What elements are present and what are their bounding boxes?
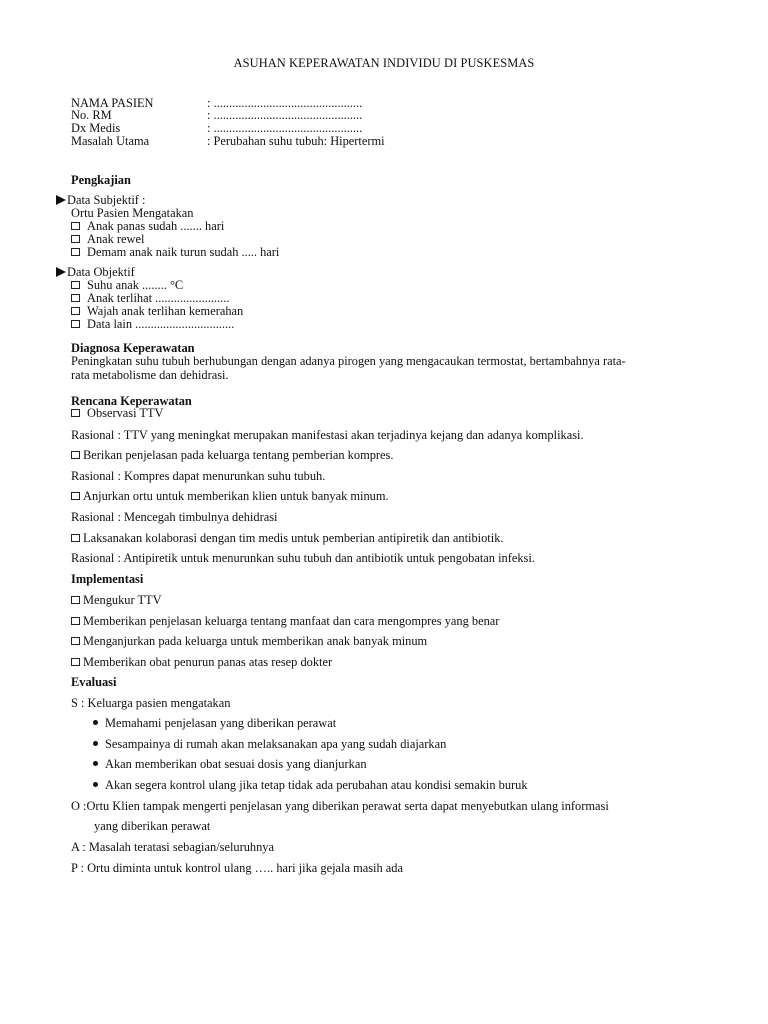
- evaluasi-s-item: [93, 717, 336, 730]
- diagnosa-line: Peningkatan suhu tubuh berhubungan dengan adanya pirogen yang mengacaukan termostat, bertambahnya rata-: [71, 354, 626, 368]
- subjektif-item-text: Demam anak naik turun sudah ..... hari: [87, 245, 280, 259]
- patient-value: : ................................................: [207, 96, 363, 110]
- rencana-rasional: Rasional : Mencegah timbulnya dehidrasi: [71, 510, 278, 524]
- objektif-item-text: Wajah anak terlihan kemerahan: [87, 304, 244, 318]
- subjektif-item: [71, 246, 279, 259]
- checkbox-icon: [71, 248, 80, 256]
- rencana-item-text: Laksanakan kolaborasi dengan tim medis untuk pemberian antipiretik dan antibiotik.: [83, 531, 504, 545]
- objektif-item: [71, 318, 234, 331]
- checkbox-icon: [71, 534, 80, 542]
- checkbox-icon: [71, 637, 80, 645]
- implementasi-heading: Implementasi: [71, 572, 144, 586]
- subjektif-item-text: Anak panas sudah ....... hari: [87, 219, 225, 233]
- checkbox-icon: [71, 320, 80, 328]
- rencana-rasional: Rasional : Kompres dapat menurunkan suhu tubuh.: [71, 469, 326, 483]
- objektif-item-text: Suhu anak ........ °C: [87, 278, 184, 292]
- patient-value: : Perubahan suhu tubuh: Hipertermi: [207, 134, 385, 148]
- objektif-item-text: Anak terlihat ........................: [87, 291, 230, 305]
- diagnosa-line: rata metabolisme dan dehidrasi.: [71, 368, 229, 382]
- rencana-item: [71, 532, 503, 545]
- evaluasi-a: A : Masalah teratasi sebagian/seluruhnya: [71, 840, 275, 854]
- implementasi-item-text: Memberikan penjelasan keluarga tentang manfaat dan cara mengompres yang benar: [83, 614, 500, 628]
- rencana-item: [71, 407, 164, 420]
- bullet-icon: [93, 761, 98, 766]
- objektif-item-text: Data lain ................................: [87, 317, 235, 331]
- rencana-item-text: Observasi TTV: [87, 406, 164, 420]
- checkbox-icon: [71, 222, 80, 230]
- checkbox-icon: [71, 294, 80, 302]
- bullet-icon: [93, 741, 98, 746]
- patient-value: : ................................................: [207, 108, 363, 122]
- checkbox-icon: [71, 307, 80, 315]
- evaluasi-s-item: [93, 779, 528, 792]
- checkbox-icon: [71, 235, 80, 243]
- evaluasi-heading: Evaluasi: [71, 675, 117, 689]
- patient-label: No. RM: [71, 108, 112, 122]
- rencana-item-text: Anjurkan ortu untuk memberikan klien untuk banyak minum.: [83, 489, 389, 503]
- checkbox-icon: [71, 492, 80, 500]
- checkbox-icon: [71, 409, 80, 417]
- implementasi-item-text: Mengukur TTV: [83, 593, 162, 607]
- implementasi-item: [71, 635, 427, 648]
- bullet-icon: [93, 782, 98, 787]
- diagnosa-heading: Diagnosa Keperawatan: [71, 341, 195, 355]
- checkbox-icon: [71, 617, 80, 625]
- rencana-item: [71, 449, 393, 462]
- implementasi-item: [71, 615, 499, 628]
- rencana-heading: Rencana Keperawatan: [71, 394, 192, 408]
- implementasi-item: [71, 656, 332, 669]
- document-title: ASUHAN KEPERAWATAN INDIVIDU DI PUSKESMAS: [233, 56, 535, 70]
- data-objektif-text: Data Objektif: [67, 265, 135, 279]
- evaluasi-s-item-text: Memahami penjelasan yang diberikan perawat: [105, 716, 337, 730]
- rencana-item: [71, 490, 389, 503]
- bullet-icon: [93, 720, 98, 725]
- data-subjektif-text: Data Subjektif :: [67, 193, 146, 207]
- implementasi-item: [71, 594, 162, 607]
- subjektif-item-text: Anak rewel: [87, 232, 145, 246]
- evaluasi-s-item: [93, 738, 446, 751]
- checkbox-icon: [71, 658, 80, 666]
- evaluasi-s-item-text: Akan segera kontrol ulang jika tetap tidak ada perubahan atau kondisi semakin buruk: [105, 778, 528, 792]
- checkbox-icon: [71, 451, 80, 459]
- arrow-right-icon: [56, 267, 66, 277]
- subjektif-intro: Ortu Pasien Mengatakan: [71, 206, 194, 220]
- evaluasi-o-continued: yang diberikan perawat: [94, 819, 211, 833]
- rencana-rasional: Rasional : TTV yang meningkat merupakan manifestasi akan terjadinya kejang dan adanya komplikasi.: [71, 428, 584, 442]
- evaluasi-o: O :Ortu Klien tampak mengerti penjelasan yang diberikan perawat serta dapat menyebutkan ulang informasi: [71, 799, 609, 813]
- evaluasi-s: S : Keluarga pasien mengatakan: [71, 696, 231, 710]
- patient-row-masalah: [71, 135, 385, 148]
- checkbox-icon: [71, 596, 80, 604]
- implementasi-item-text: Memberikan obat penurun panas atas resep dokter: [83, 655, 333, 669]
- rencana-item-text: Berikan penjelasan pada keluarga tentang pemberian kompres.: [83, 448, 394, 462]
- pengkajian-heading: Pengkajian: [71, 173, 131, 187]
- patient-label: Dx Medis: [71, 121, 121, 135]
- evaluasi-p: P : Ortu diminta untuk kontrol ulang ….. hari jika gejala masih ada: [71, 861, 403, 875]
- patient-label: Masalah Utama: [71, 134, 150, 148]
- evaluasi-s-item: [93, 758, 367, 771]
- patient-label: NAMA PASIEN: [71, 96, 154, 110]
- evaluasi-s-item-text: Akan memberikan obat sesuai dosis yang dianjurkan: [105, 757, 367, 771]
- arrow-right-icon: [56, 195, 66, 205]
- evaluasi-s-item-text: Sesampainya di rumah akan melaksanakan apa yang sudah diajarkan: [105, 737, 447, 751]
- checkbox-icon: [71, 281, 80, 289]
- rencana-rasional: Rasional : Antipiretik untuk menurunkan suhu tubuh dan antibiotik untuk pengobatan infeksi.: [71, 551, 535, 565]
- patient-value: : ................................................: [207, 121, 363, 135]
- implementasi-item-text: Menganjurkan pada keluarga untuk memberikan anak banyak minum: [83, 634, 428, 648]
